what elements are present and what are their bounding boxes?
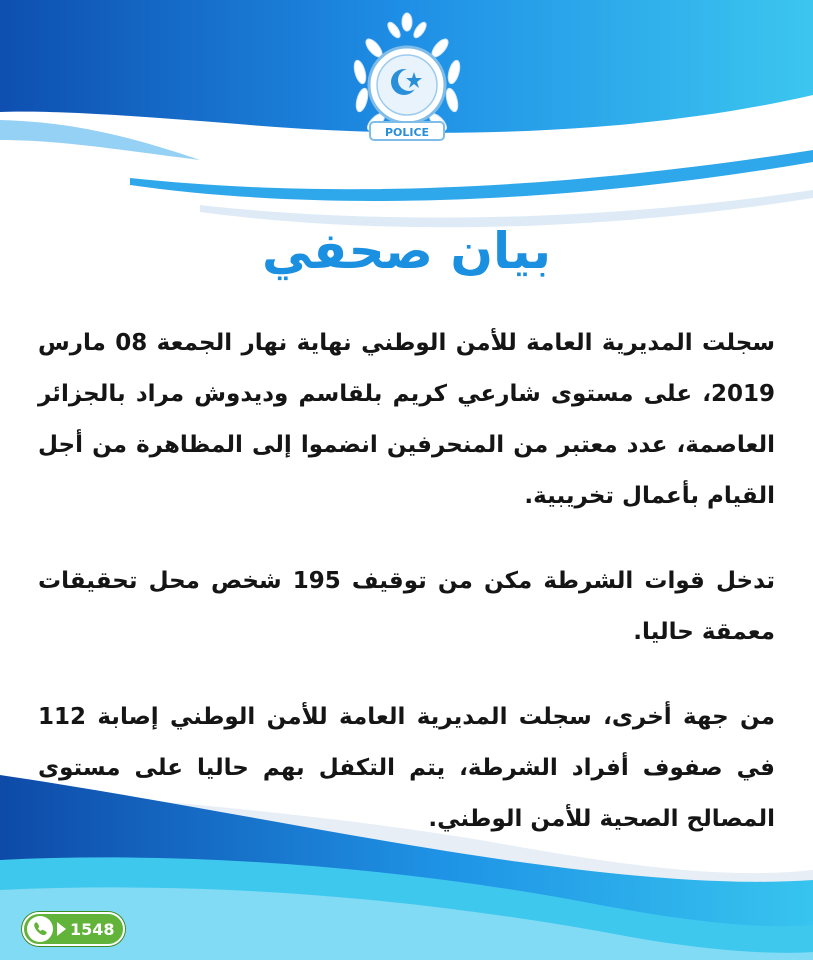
emblem-police-label: POLICE (384, 126, 430, 139)
phone-icon (27, 916, 53, 942)
statement-body (38, 318, 775, 845)
paragraph-1: سجلت المديرية العامة للأمن الوطني نهاية نهار الجمعة 08 مارس 2019، على مستوى شارعي كريم بلقاسم وديدوش مراد بالجزائر العاصمة، عدد معتبر من المنحرفين انضموا إلى المظاهرة من أجل القيام بأعمال تخريبية. (38, 330, 775, 509)
paragraph-3: من جهة أخرى، سجلت المديرية العامة للأمن الوطني إصابة 112 في صفوف أفراد الشرطة، يتم التكفل بهم حاليا على مستوى المصالح الصحية للأمن الوطني. (38, 704, 775, 832)
page-title: بيان صحفي (262, 222, 551, 280)
emblem-arabic-label: الشرطة (391, 146, 423, 156)
arrow-right-icon (57, 922, 66, 936)
police-emblem-icon (342, 10, 472, 160)
hotline-number: 1548 (70, 919, 115, 939)
police-emblem (342, 10, 472, 160)
paragraph-2: تدخل قوات الشرطة مكن من توقيف 195 شخص محل تحقيقات معمقة حاليا. (38, 568, 775, 645)
hotline-badge[interactable] (22, 912, 125, 946)
